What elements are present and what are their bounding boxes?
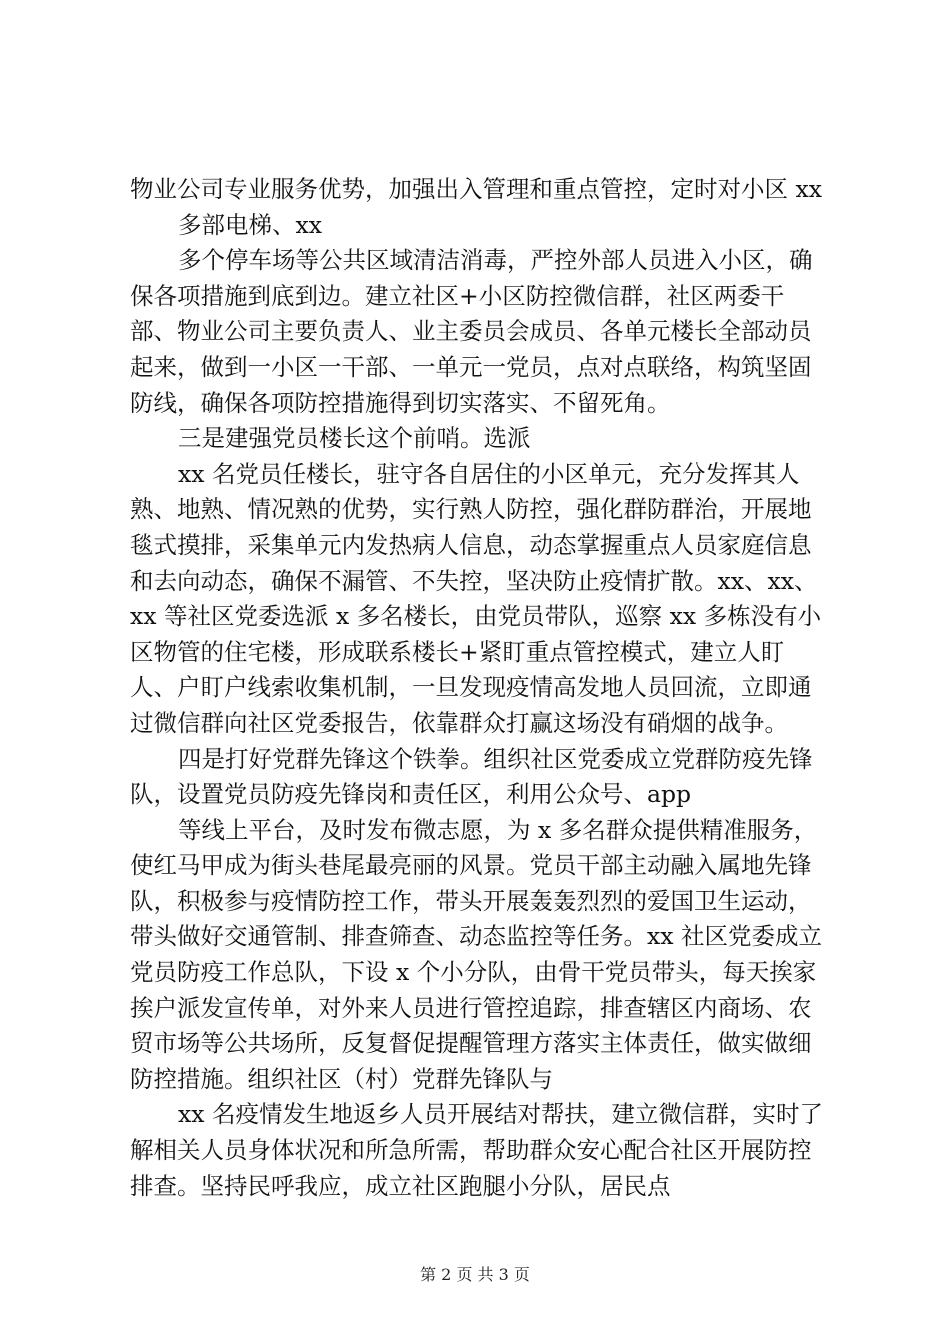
paragraph: xx 名疫情发生地返乡人员开展结对帮扶，建立微信群，实时了解相关人员身体状况和所急所需，帮助群众安心配合社区开展防控排查。坚持民呼我应，成立社区跑腿小分队，居民点 <box>130 1100 823 1200</box>
paragraph: 多部电梯、xx <box>178 210 323 239</box>
document-body <box>130 172 830 1204</box>
paragraph: xx 名党员任楼长，驻守各自居住的小区单元，充分发挥其人熟、地熟、情况熟的优势，实行熟人防控，强化群防群治，开展地毯式摸排，采集单元内发热病人信息，动态掌握重点人员家庭信息和去向动态，确保不漏管、不失控，坚决防止疫情扩散。xx、xx、xx 等社区党委选派 x 多名楼长，由党员带队，巡察 xx 多栋没有小区物管的住宅楼，形成联系楼长+紧盯重点管控模式，建立人盯人、户盯户线索收集机制，一旦发现疫情高发地人员回流，立即通过微信群向社区党委报告，依靠群众打赢这场没有硝烟的战争。 <box>130 459 822 737</box>
paragraph: 四是打好党群先锋这个铁拳。组织社区党委成立党群防疫先锋队，设置党员防疫先锋岗和责任区，利用公众号、app <box>130 744 813 809</box>
paragraph: 多个停车场等公共区域清洁消毒，严控外部人员进入小区，确保各项措施到底到边。建立社区+小区防控微信群，社区两委干部、物业公司主要负责人、业主委员会成员、各单元楼长全部动员起来，做到一小区一干部、一单元一党员，点对点联络，构筑坚固防线，确保各项防控措施得到切实落实、不留死角。 <box>130 246 813 417</box>
page-footer: 第 2 页 共 3 页 <box>420 1265 530 1284</box>
paragraph: 三是建强党员楼长这个前哨。选派 <box>178 424 531 453</box>
paragraph: 物业公司专业服务优势，加强出入管理和重点管控，定时对小区 xx <box>130 175 822 203</box>
paragraph: 等线上平台，及时发布微志愿，为 x 多名群众提供精准服务，使红马甲成为街头巷尾最亮丽的风景。党员干部主动融入属地先锋队，积极参与疫情防控工作，带头开展轰轰烈烈的爱国卫生运动，带头做好交通管制、排查筛查、动态监控等任务。xx 社区党委成立党员防疫工作总队，下设 x 个小分队，由骨干党员带头，每天挨家挨户派发宣传单，对外来人员进行管控追踪，排查辖区内商场、农贸市场等公共场所，反复督促提醒管理方落实主体责任，做实做细防控措施。组织社区（村）党群先锋队与 <box>130 815 822 1093</box>
